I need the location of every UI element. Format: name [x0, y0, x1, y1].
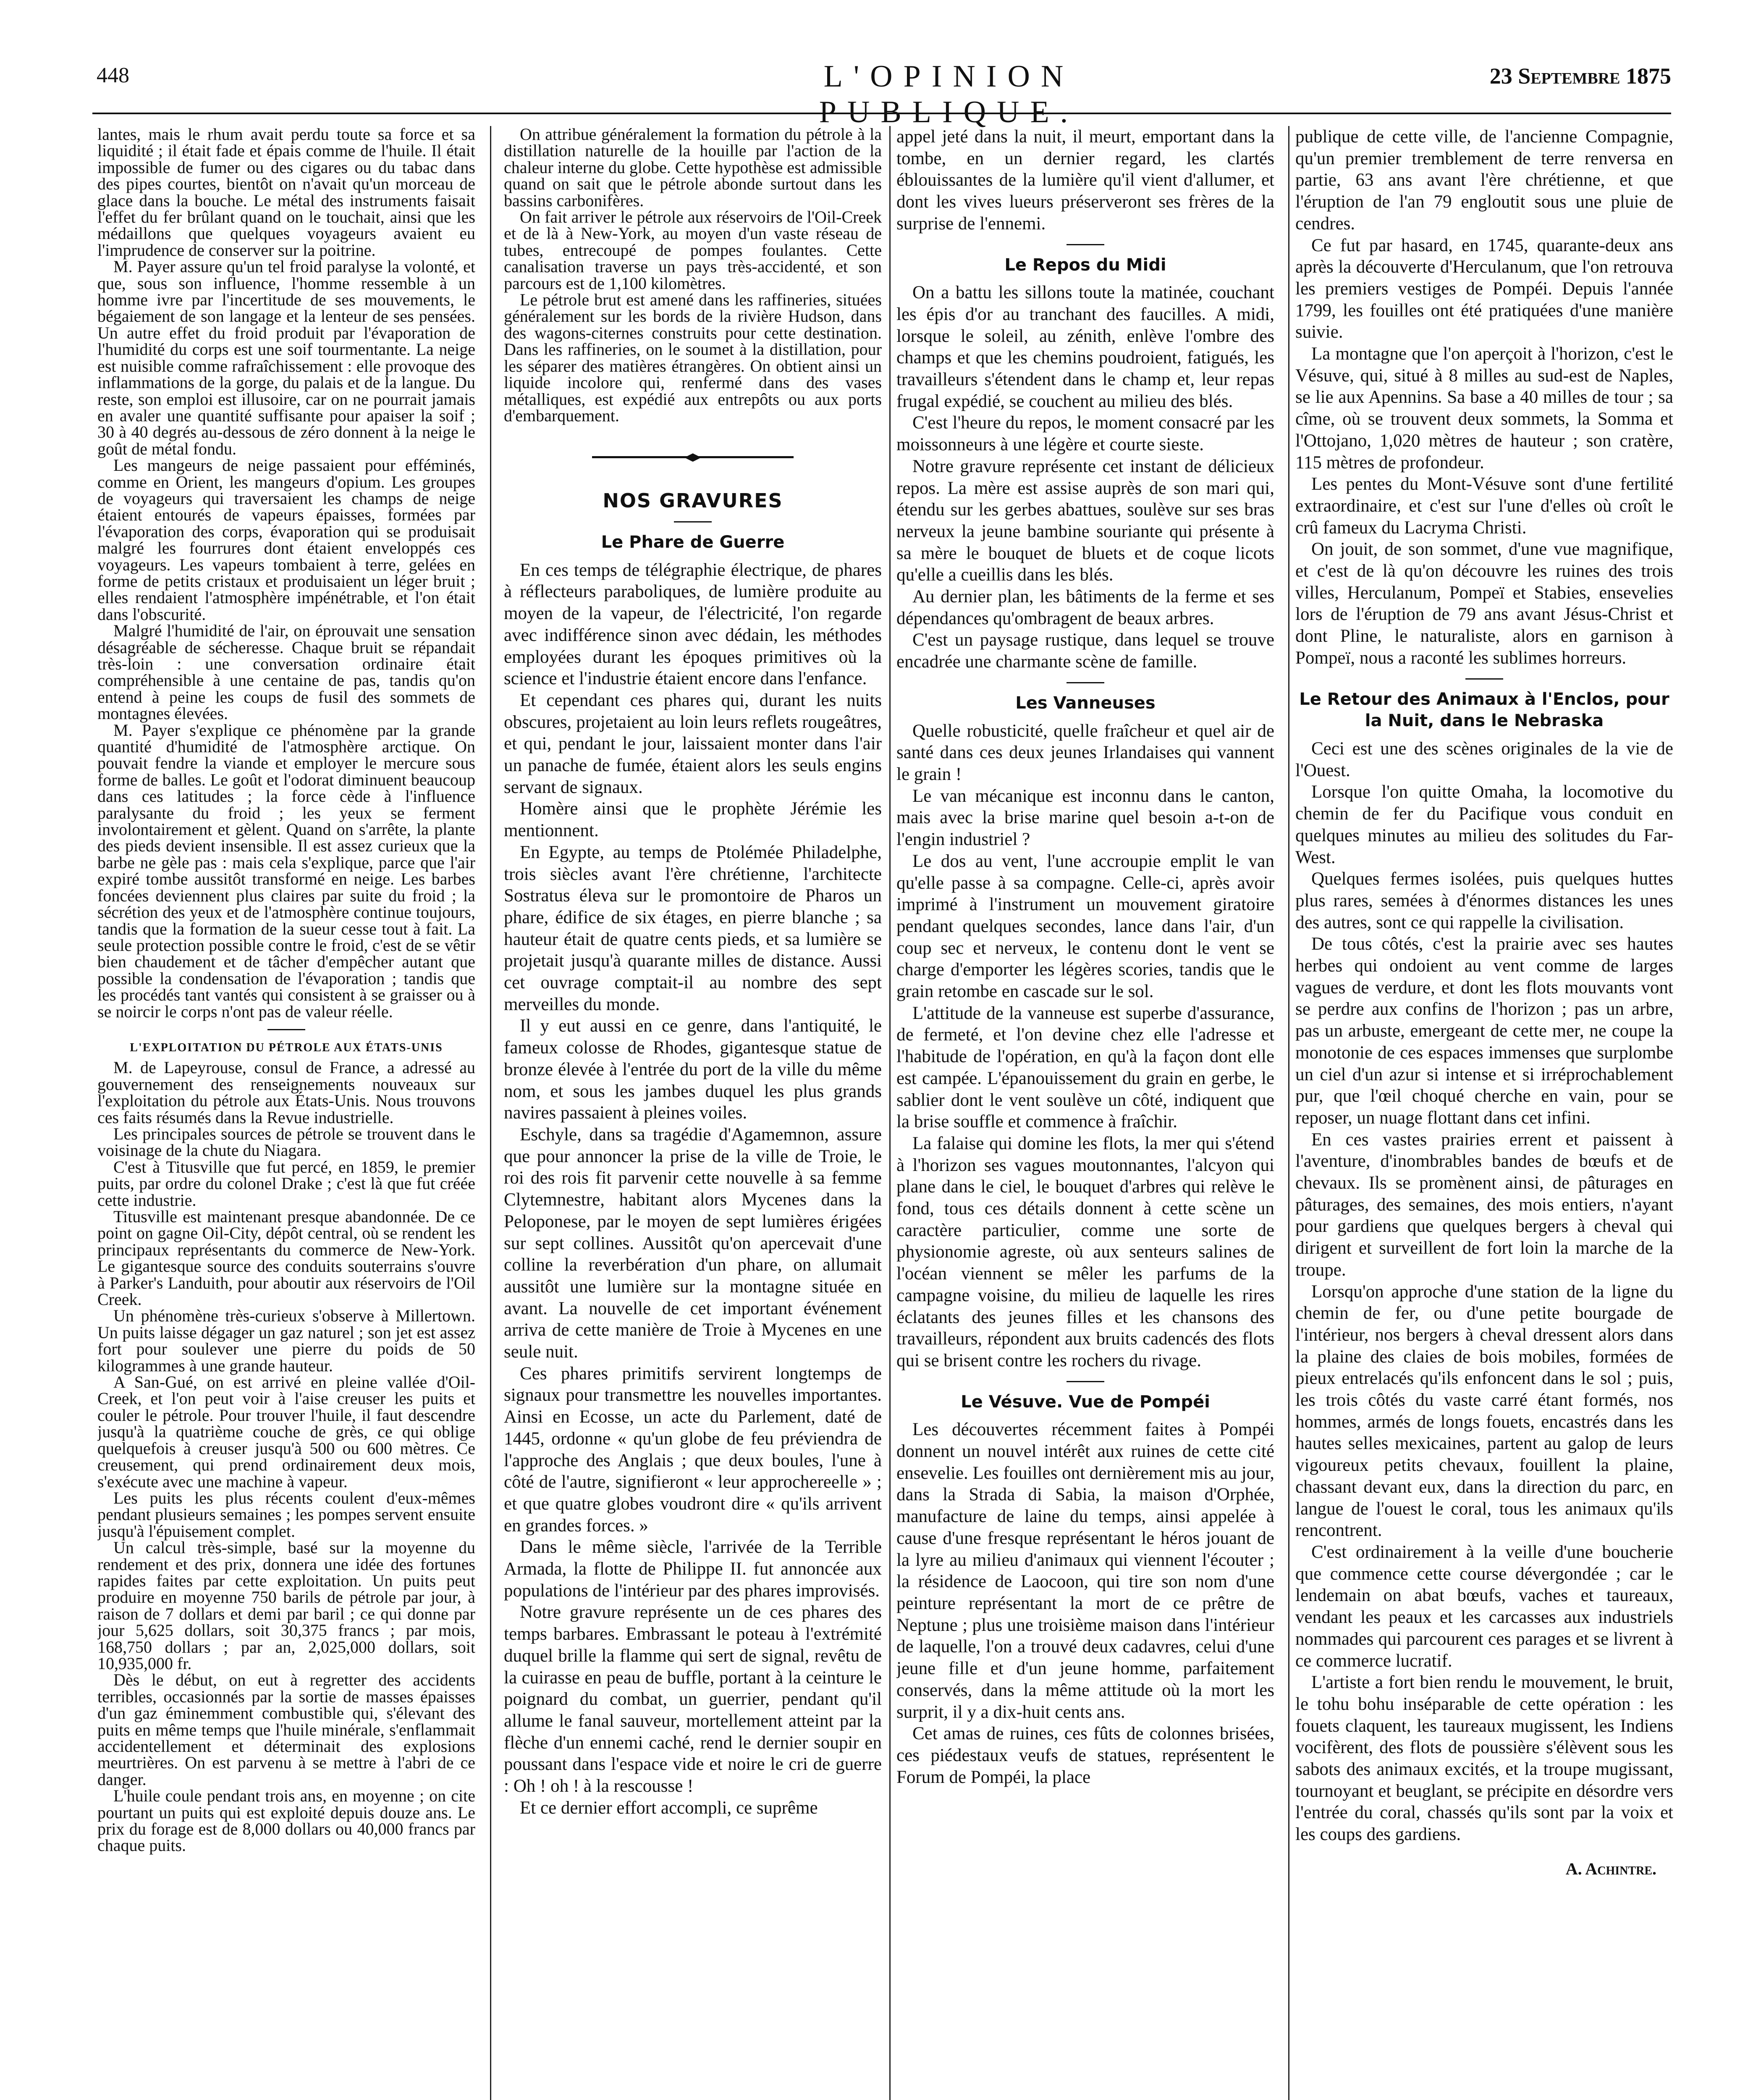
paragraph: On a battu les sillons toute la matinée, couchant les épis d'or au tranchant des faucilles. A midi, lorsque le soleil, au zénith, enlève l'ombre des champs et que les chemins poudroient, fatigués, les travailleurs s'étendent dans le champ et, leur repas frugal expédié, se couchent au milieu des blés.	[896, 283, 1274, 411]
paragraph: M. Payer assure qu'un tel froid paralyse la volonté, et que, sous son influence, l'homme ressemble à un homme ivre par l'incertitude de ses mouvements, le bégaiement de son langage et la lenteur de ses pensées. Un autre effet du froid produit par l'évaporation de l'humidité du corps est une soif tourmentante. La neige est nuisible comme rafraîchissement : elle provoque des inflammations de la gorge, du palais et de la langue. Du reste, son emploi est illusoire, car on ne pourrait jamais en avaler une quantité suffisante pour apaiser la soif ; 30 à 40 degrés au-dessous de zéro donnent à la neige le goût de métal fondu.	[97, 257, 475, 458]
paragraph: Ce fut par hasard, en 1745, quarante-deux ans après la découverte d'Herculanum, que l'on retrouva les premiers vestiges de Pompéi. Depuis l'année 1799, les fouilles ont été pratiquées d'une manière suivie.	[1295, 235, 1673, 342]
retour-heading: Le Retour des Animaux à l'Enclos, pour la Nuit, dans le Nebraska	[1299, 689, 1669, 731]
paragraph: Les mangeurs de neige passaient pour efféminés, comme en Orient, les mangeurs d'opium. Les groupes de voyageurs qui traversaient les champs de neige étaient entourés de vapeurs épaisses, formées par l'évaporation des corps, évaporation qui se produisait malgré les fourrures dont étaient enveloppés ces voyageurs. Les vapeurs tombaient à terre, gelées en forme de petits cristaux et produisaient un léger bruit ; elles rendaient l'atmosphère impénétrable, et l'on était dans l'obscurité.	[97, 456, 475, 624]
paragraph: Au dernier plan, les bâtiments de la ferme et ses dépendances qu'ombragent de beaux arbres.	[896, 587, 1274, 628]
paragraph: Dans le même siècle, l'arrivée de la Terrible Armada, la flotte de Philippe II. fut annoncée aux populations de l'intérieur par des phares improvisés.	[504, 1537, 882, 1601]
header-rule	[92, 113, 1671, 114]
nos-gravures-heading: NOS GRAVURES	[603, 489, 783, 512]
paragraph: La falaise qui domine les flots, la mer qui s'étend à l'horizon ses vagues moutonnantes, l'alcyon qui plane dans le ciel, le bouquet d'arbres qui relève le fond, tous ces détails donnent à cette scène un caractère particulier, comme une sorte de physionomie agreste, où aux senteurs salines de l'océan viennent se mêler les parfums de la campagne voisine, du milieu de laquelle les rires éclatants des jeunes filles et les chansons des travailleurs, répondent aux bruits cadencés des flots qui se brisent contre les rochers du rivage.	[896, 1133, 1274, 1370]
paragraph: Le van mécanique est inconnu dans le canton, mais avec la brise marine quel besoin a-t-on de l'engin industriel ?	[896, 786, 1274, 850]
paragraph: Lorsqu'on approche d'une station de la ligne du chemin de fer, ou d'une petite bourgade de l'intérieur, nos bergers à cheval dressent alors dans la plaine des claies de bois mobiles, formées de pieux entrelacés qu'ils enfoncent dans le sol ; puis, les trois côtés du vaste carré étant formés, nos hommes, armés de longs fouets, encastrés dans les hautes selles mexicaines, partent au galop de leurs vigoureux petits chevaux, fouillent la plaine, chassant devant eux, dans la direction du parc, en langue de l'ouest le coral, tous les animaux qu'ils rencontrent.	[1295, 1281, 1673, 1541]
paragraph: Cet amas de ruines, ces fûts de colonnes brisées, ces piédestaux veufs de statues, représentent le Forum de Pompéi, la place	[896, 1724, 1274, 1787]
paragraph: Notre gravure représente un de ces phares des temps barbares. Embrassant le poteau à l'extrémité duquel brille la flamme qui sert de signal, revêtu de la cuirasse en peau de buffle, portant à la ceinture le poignard du combat, un guerrier, pendant qu'il allume le fanal sauveur, mortellement atteint par la flèche d'un ennemi caché, rend le dernier soupir en poussant dans l'espace vide et noire le cri de guerre : Oh ! oh ! à la rescousse !	[504, 1602, 882, 1796]
paragraph: Le dos au vent, l'une accroupie emplit le van qu'elle passe à sa compagne. Celle-ci, après avoir imprimé à l'instrument un mouvement giratoire pendant quelques secondes, lance dans l'air, d'un coup sec et nerveux, le contenu dont le vent se charge d'emporter les légères scories, tandis que le grain retombe en cascade sur le sol.	[896, 851, 1274, 1002]
paragraph: Un phénomène très-curieux s'observe à Millertown. Un puits laisse dégager un gaz naturel ; son jet est assez fort pour soulever une pierre du poids de 50 kilogrammes à une grande hauteur.	[97, 1306, 475, 1375]
paragraph: M. de Lapeyrouse, consul de France, a adressé au gouvernement des renseignements nouveaux sur l'exploitation du pétrole aux États-Unis. Nous trouvons ces faits résumés dans la Revue industrielle.	[97, 1058, 475, 1127]
paragraph: Notre gravure représente cet instant de délicieux repos. La mère est assise auprès de son mari qui, étendu sur les gerbes abattues, soulève sur ses bras nerveux la jeune bambine souriante qui présente à sa mère le bouquet de bluets et de coque licots qu'elle a cueillis dans les blés.	[896, 456, 1274, 585]
paragraph: En ces vastes prairies errent et paissent à l'aventure, d'inombrables bandes de bœufs et de chevaux. Ils se promènent ainsi, de pâturages en pâturages, des semaines, des mois entiers, n'ayant pour gardiens que quelques bergers à cheval qui dirigent et surveillent de fort loin la marche de la troupe.	[1295, 1129, 1673, 1280]
paragraph: lantes, mais le rhum avait perdu toute sa force et sa liquidité ; il était fade et épais comme de l'huile. Il était impossible de fumer ou des cigares ou du tabac dans des pipes courtes, bientôt on n'avait qu'un morceau de glace dans la bouche. Le métal des instruments faisait l'effet du fer brûlant quand on le touchait, ainsi que les médaillons que quelques voyageurs avaient eu l'imprudence de conserver sur la poitrine.	[97, 126, 475, 260]
vesuve-heading: Le Vésuve. Vue de Pompéi	[961, 1392, 1210, 1412]
paragraph: C'est un paysage rustique, dans lequel se trouve encadrée une charmante scène de famille.	[896, 630, 1274, 672]
paragraph: Quelques fermes isolées, puis quelques huttes plus rares, semées à d'énormes distances les unes des autres, sont ce qui rappelle la civilisation.	[1295, 869, 1673, 932]
section-heading-petrole: L'EXPLOITATION DU PÉTROLE AUX ÉTATS-UNIS	[130, 1041, 443, 1054]
paragraph: On jouit, de son sommet, d'une vue magnifique, et c'est de là qu'on découvre les ruines des trois villes, Herculanum, Pompeï et Stabies, ensevelies lors de l'éruption de 79 ans avant Jésus-Christ et dont Pline, le naturaliste, alors en garnison à Pompeï, nous a raconté les sublimes horreurs.	[1295, 539, 1673, 668]
repos-heading: Le Repos du Midi	[1004, 255, 1166, 275]
paragraph: C'est l'heure du repos, le moment consacré par les moissonneurs à une légère et courte sieste.	[896, 413, 1274, 455]
paragraph: Dès le début, on eut à regretter des accidents terribles, occasionnés par la sortie de masses épaisses d'un gaz éminemment combustible qui, s'élevant des puits en même temps que l'huile minérale, s'enflammait accidentellement et déterminait des explosions meurtrières. On est parvenu à se mettre à l'abri de ce danger.	[97, 1670, 475, 1789]
paragraph: De tous côtés, c'est la prairie avec ses hautes herbes qui ondoient au vent comme de larges vagues de verdure, et dont les flots mouvants vont se perdre aux confins de l'horizon ; pas un arbre, pas un arbuste, emergeant de cette mer, ne coupe la monotonie de ces espaces immenses que surplombe un ciel d'un azur si intense et si irréprochablement pur, que l'œil choqué cherche en vain, pour se reposer, un nuage flottant dans cet infini.	[1295, 934, 1673, 1128]
paragraph: On fait arriver le pétrole aux réservoirs de l'Oil-Creek et de là à New-York, au moyen d'un vaste réseau de tubes, entrecoupé de pompes foulantes. Cette canalisation traverse un pays très-accidenté, et son parcours est de 1,100 kilomètres.	[504, 207, 882, 293]
page-header	[88, 59, 1675, 129]
section-rule	[1067, 1381, 1104, 1382]
paragraph: Homère ainsi que le prophète Jérémie les mentionnent.	[504, 799, 882, 841]
paragraph: Quelle robusticité, quelle fraîcheur et quel air de santé dans ces deux jeunes Irlandaises qui vannent le grain !	[896, 721, 1274, 784]
paragraph: La montagne que l'on aperçoit à l'horizon, c'est le Vésuve, qui, situé à 8 milles au sud-est de Naples, se lie aux Apennins. Sa base a 40 milles de tour ; sa cîme, où se trouvent deux sommets, la Somma et l'Ottojano, 1,020 mètres de hauteur ; son cratère, 115 mètres de profondeur.	[1295, 344, 1673, 472]
paragraph: Malgré l'humidité de l'air, on éprouvait une sensation désagréable de sécheresse. Chaque bruit se répandait très-loin : une conversation ordinaire était compréhensible à une centaine de pas, tandis qu'on entend à peine les coups de fusil des sommets de montagnes élevées.	[97, 621, 475, 723]
paragraph: On attribue généralement la formation du pétrole à la distillation naturelle de la houille par l'action de la chaleur interne du globe. Cette hypothèse est admissible quand on sait que le pétrole abonde surtout dans les bassins carbonifères.	[504, 126, 882, 210]
paragraph: Un calcul très-simple, basé sur la moyenne du rendement et des prix, donnera une idée des fortunes rapides faites par cette exploitation. Un puits peut produire en moyenne 750 barils de pétrole par jour, à raison de 7 dollars et demi par baril ; ce qui donne par jour 5,625 dollars, soit 30,375 francs ; par mois, 168,750 dollars ; par an, 2,025,000 dollars, soit 10,935,000 fr.	[97, 1538, 475, 1673]
journal-title: L'OPINION PUBLIQUE.	[819, 59, 1079, 129]
page-number: 448	[97, 63, 129, 87]
paragraph: Titusville est maintenant presque abandonnée. De ce point on gagne Oil-City, dépôt central, où se rendent les principaux représentants du commerce de New-York. Le gigantesque source des conduits souterrains s'ouvre à Parker's Landuith, pour aboutir aux réservoirs de l'Oil Creek.	[97, 1207, 475, 1309]
phare-heading: Le Phare de Guerre	[601, 533, 785, 552]
paragraph: C'est à Titusville que fut percé, en 1859, le premier puits, par ordre du colonel Drake ; c'est là que fut créée cette industrie.	[97, 1157, 475, 1210]
paragraph: C'est ordinairement à la veille d'une boucherie que commence cette course dévergondée ; car le lendemain on abat bœufs, vaches et taureaux, vendant les peaux et les carcasses aux industriels nommades qui parcourent ces parages et se livrent à ce commerce lucratif.	[1295, 1542, 1673, 1671]
column-2	[504, 126, 882, 2100]
column-divider	[889, 126, 891, 2100]
paragraph: L'artiste a fort bien rendu le mouvement, le bruit, le tohu bohu inséparable de cette opération : les fouets claquent, les taureaux mugissent, les Indiens vocifèrent, des flots de poussière s'élèvent sous les sabots des animaux excités, et la troupe mugissant, tournoyant et beuglant, se précipite en désordre vers l'entrée du coral, chassés qu'ils sont par la voix et les coups des gardiens.	[1295, 1672, 1673, 1845]
paragraph: Le pétrole brut est amené dans les raffineries, situées généralement sur les bords de la rivière Hudson, dans des wagons-citernes construits pour cette destination. Dans les raffineries, on le soumet à la distillation, pour les séparer des matières étrangères. On obtient ainsi un liquide incolore qui, renfermé dans des vases métalliques, est expédié aux entrepôts ou aux ports d'embarquement.	[504, 290, 882, 425]
paragraph: Et ce dernier effort accompli, ce suprême	[520, 1798, 818, 1818]
section-rule	[1067, 682, 1104, 683]
paragraph: Les découvertes récemment faites à Pompéi donnent un nouvel intérêt aux ruines de cette cité ensevelie. Les fouilles ont dernièrement mis au jour, dans la Strada di Sabia, la maison d'Orphée, manufacture de laine du temps, ainsi appelée à cause d'une fresque représentant le héros jouant de la lyre au milieu d'animaux qui viennent l'écouter ; la résidence de Laocoon, qui tire son nom d'une peinture représentant la mort de ce prêtre de Neptune ; plus une troisième maison dans l'intérieur de laquelle, l'on a trouvé deux cadavres, celui d'une jeune fille et d'un jeune homme, parfaitement conservés, dans la même attitude où la mort les surprit, il y a dix-huit cents ans.	[896, 1420, 1274, 1722]
column-1	[97, 126, 475, 2100]
paragraph: Les puits les plus récents coulent d'eux-mêmes pendant plusieurs semaines ; les pompes servent ensuite jusqu'à l'épuisement complet.	[97, 1488, 475, 1541]
section-rule	[674, 521, 712, 522]
paragraph: Il y eut aussi en ce genre, dans l'antiquité, le fameux colosse de Rhodes, gigantesque statue de bronze élevée à l'entrée du port de la ville du même nom, et sous les jambes duquel les plus grands navires passaient à pleines voiles.	[504, 1016, 882, 1123]
vanneuses-heading: Les Vanneuses	[1015, 693, 1156, 713]
paragraph: publique de cette ville, de l'ancienne Compagnie, qu'un premier tremblement de terre renversa en partie, 63 ans avant l'ère chrétienne, et que l'éruption de l'an 79 engloutit sous une pluie de cendres.	[1295, 127, 1673, 234]
column-4	[1295, 126, 1673, 2100]
paragraph: L'attitude de la vanneuse est superbe d'assurance, de fermeté, et l'on devine chez elle l'adresse et l'habitude de l'opération, en qu'à la façon dont elle est campée. L'épanouissement du grain en gerbe, le sablier dont le vent soulève un côté, indiquent que la brise souffle et commence à fraîchir.	[896, 1003, 1274, 1132]
section-rule	[267, 1029, 305, 1030]
column-divider	[490, 126, 491, 2100]
section-rule	[1067, 244, 1104, 245]
column-3	[896, 126, 1274, 2100]
paragraph: Ces phares primitifs servirent longtemps de signaux pour transmettre les nouvelles importantes. Ainsi en Ecosse, un acte du Parlement, daté de 1445, ordonne « qu'un globe de feu préviendra de l'approche des Anglais ; que deux boules, l'une à côté de l'autre, signifieront « leur approchereelle » ; et que quatre globes voudront dire « qu'ils arrivent en grandes forces. »	[504, 1363, 882, 1536]
paragraph: M. Payer s'explique ce phénomène par la grande quantité d'humidité de l'atmosphère arctique. On pouvait fendre la viande et employer le mercure sous forme de balles. Le goût et l'odorat diminuent beaucoup dans ces latitudes ; la force cède à l'influence paralysante du froid ; les yeux se ferment involontairement et gèlent. Quand on s'arrête, la plante des pieds devient insensible. Il est assez curieux que la barbe ne gèle pas : mais cela s'explique, parce que l'air expiré tombe aussitôt transformé en neige. Les barbes foncées deviennent plus claires par suite du froid ; la sécrétion des yeux et de l'atmosphère continue toujours, tandis que la formation de la sueur cesse tout à fait. La seule protection possible contre le froid, c'est de se vêtir bien chaudement et de tâcher d'empêcher autant que possible la condensation de l'évaporation ; tandis que les procédés tant vantés qui consistent à se graisser ou à se noircir le corps n'ont pas de valeur réelle.	[97, 720, 475, 1021]
paragraph: A San-Gué, on est arrivé en pleine vallée d'Oil-Creek, et l'on peut voir à l'aise creuser les puits et couler le pétrole. Pour trouver l'huile, il faut descendre jusqu'à la quatrième couche de grès, ce qui oblige quelquefois à creuser jusqu'à 500 ou 600 mètres. Ce creusement, qui prend ordinairement deux mois, s'exécute avec une machine à vapeur.	[97, 1373, 475, 1491]
paragraph: Lorsque l'on quitte Omaha, la locomotive du chemin de fer du Pacifique vous conduit en quelques minutes au milieu des solitudes du Far-West.	[1295, 782, 1673, 867]
paragraph: Eschyle, dans sa tragédie d'Agamemnon, assure que pour annoncer la prise de la ville de Troie, le roi des rois fit parvenir cette nouvelle à sa femme Clytemnestre, habitant alors Mycenes dans la Peloponese, par le moyen de sept lumières érigées sur sept collines. Aussitôt qu'on apercevait d'une colline la reverbération d'un phare, on allumait aussitôt une lumière sur la montagne située en avant. La nouvelle de cet important événement arriva de cette manière de Troie à Mycenes en une seule nuit.	[504, 1125, 882, 1362]
section-rule	[1465, 678, 1503, 680]
paragraph: appel jeté dans la nuit, il meurt, emportant dans la tombe, en un dernier regard, les clartés éblouissantes de la lumière qu'il vient d'allumer, et dont les vives lueurs préserveront ses frères de la surprise de l'ennemi.	[896, 127, 1274, 234]
paragraph: Les pentes du Mont-Vésuve sont d'une fertilité extraordinaire, et c'est sur l'une d'elles où croît le crû fameux du Lacryma Christi.	[1295, 474, 1673, 538]
paragraph: Les principales sources de pétrole se trouvent dans le voisinage de la chute du Niagara.	[97, 1124, 475, 1160]
paragraph: L'huile coule pendant trois ans, en moyenne ; on cite pourtant un puits qui est exploité depuis douze ans. Le prix du forage est de 8,000 dollars ou 40,000 francs par chaque puits.	[97, 1786, 475, 1855]
paragraph: Et cependant ces phares qui, durant les nuits obscures, projetaient au loin leurs reflets rougeâtres, et qui, pendant le jour, laissaient monter dans l'air un panache de fumée, étaient alors les seuls engins servant de signaux.	[504, 690, 882, 797]
ornament-divider	[592, 453, 794, 461]
author-signature: A. Achintre.	[1565, 1859, 1656, 1878]
column-divider	[1288, 126, 1289, 2100]
paragraph: En Egypte, au temps de Ptolémée Philadelphe, trois siècles avant l'ère chrétienne, l'architecte Sostratus éleva sur le promontoire de Pharos un phare, édifice de six étages, en pierre blanche ; sa hauteur était de quatre cents pieds, et sa lumière se projetait jusqu'à quarante milles de distance. Aussi cet ouvrage comptait-il au nombre des sept merveilles du monde.	[504, 842, 882, 1014]
paragraph: En ces temps de télégraphie électrique, de phares à réflecteurs paraboliques, de lumière produite au moyen de la vapeur, de l'électricité, l'on regarde avec indifférence sinon avec dédain, les méthodes employées durant les époques primitives où la science et l'industrie étaient encore dans l'enfance.	[504, 560, 882, 689]
issue-date: 23 Septembre 1875	[1489, 63, 1671, 89]
paragraph: Ceci est une des scènes originales de la vie de l'Ouest.	[1295, 738, 1673, 780]
